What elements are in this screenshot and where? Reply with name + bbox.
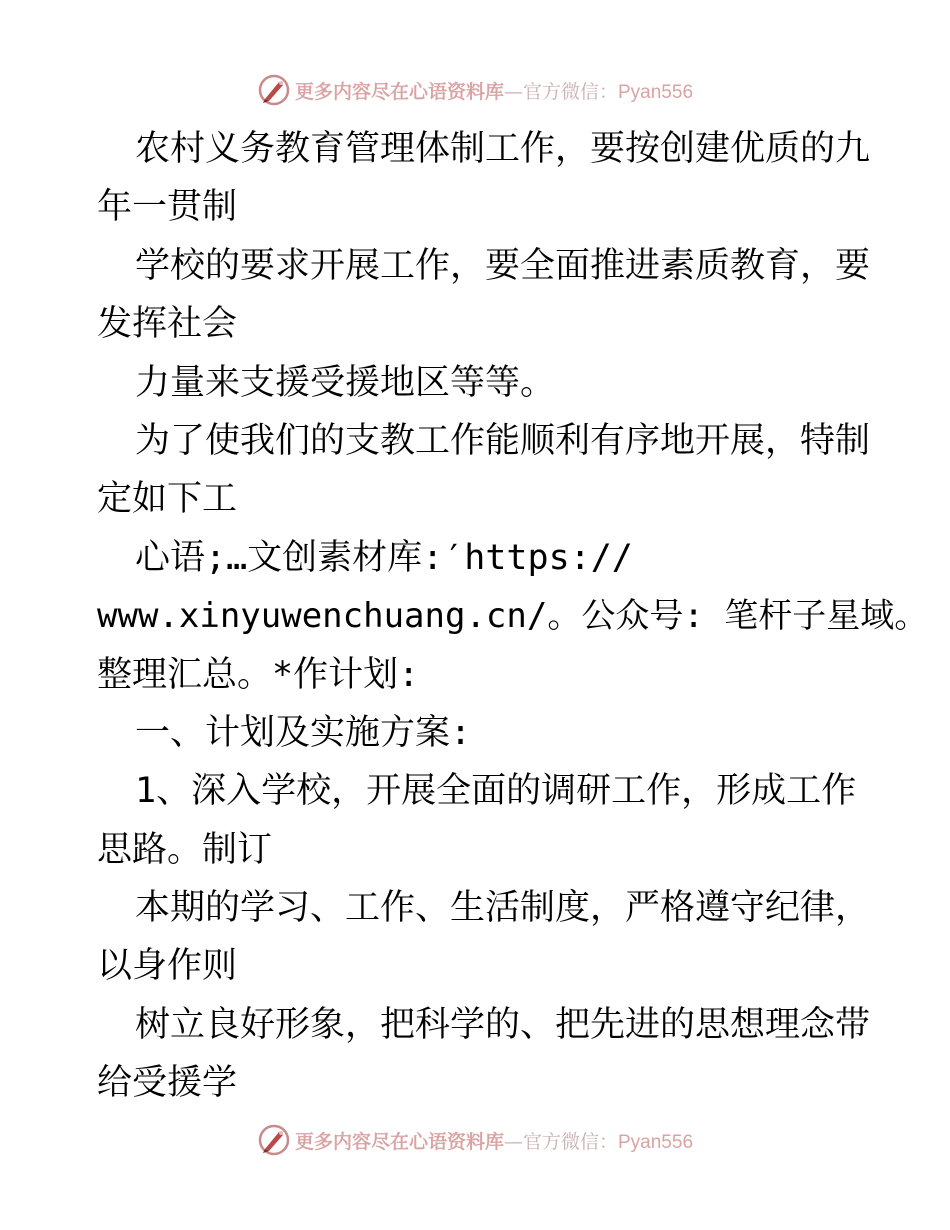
watermark-dash: — <box>503 80 523 103</box>
text-line: 学校的要求开展工作，要全面推进素质教育，要 <box>135 245 871 286</box>
text-line: 力量来支援受援地区等等。 <box>135 362 556 403</box>
pen-circle-logo-icon <box>257 73 291 107</box>
text-line: 思路。制订 <box>97 829 273 870</box>
header-watermark <box>0 70 950 110</box>
watermark-id: Pyan556 <box>618 1131 694 1153</box>
text-line: 年一贯制 <box>97 187 238 228</box>
pen-circle-logo-icon <box>257 1123 291 1157</box>
watermark-text <box>295 1127 693 1154</box>
footer-watermark <box>0 1120 950 1160</box>
watermark-sub: 官方微信： <box>522 1130 618 1153</box>
text-line: 本期的学习、工作、生活制度，严格遵守纪律， <box>135 888 871 929</box>
text-line: 一、计划及实施方案: <box>135 712 472 753</box>
watermark-dash: — <box>503 1130 523 1153</box>
text-line: 农村义务教育管理体制工作，要按创建优质的九 <box>135 129 871 169</box>
watermark-sub: 官方微信： <box>522 80 618 103</box>
document-body <box>97 120 929 1113</box>
text-line: 给受援学 <box>97 1063 238 1104</box>
text-line: 1、深入学校，开展全面的调研工作，形成工作 <box>135 771 857 812</box>
text-line: 以身作则 <box>97 946 238 987</box>
text-line: 心语;…文创素材库:′https:// <box>135 537 633 578</box>
text-line: 为了使我们的支教工作能顺利有序地开展，特制 <box>135 420 871 461</box>
text-line: 树立良好形象，把科学的、把先进的思想理念带 <box>135 1004 871 1045</box>
watermark-text <box>295 77 693 104</box>
text-line: www.xinyuwenchuang.cn/。公众号: 笔杆子星域。 <box>97 596 929 637</box>
watermark-id: Pyan556 <box>618 81 694 103</box>
text-line: 发挥社会 <box>97 304 238 345</box>
watermark-main: 更多内容尽在心语资料库 <box>294 80 504 103</box>
text-line: 定如下工 <box>97 479 238 520</box>
text-line: 整理汇总。*作计划: <box>97 654 420 695</box>
watermark-main: 更多内容尽在心语资料库 <box>294 1130 504 1153</box>
